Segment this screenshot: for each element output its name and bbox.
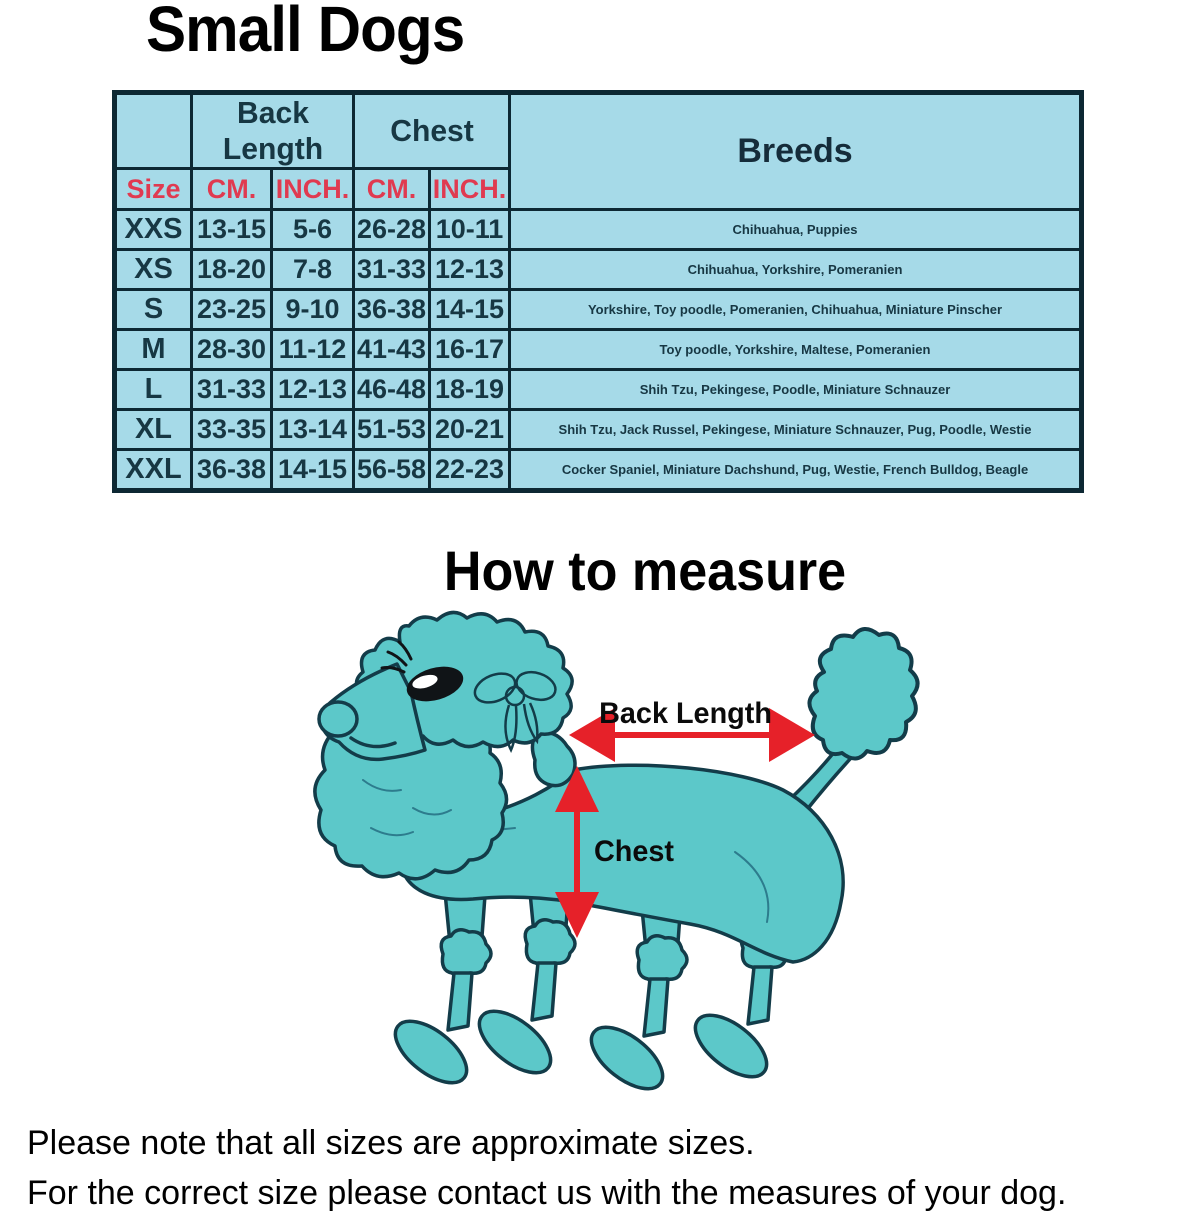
chest-label: Chest xyxy=(594,835,675,868)
size-cell: L xyxy=(115,370,192,410)
back-inch-cell: 7-8 xyxy=(272,250,354,290)
back-cm-cell: 28-30 xyxy=(192,330,272,370)
size-header: Size xyxy=(115,169,192,210)
table-row xyxy=(115,250,1082,290)
breeds-cell: Yorkshire, Toy poodle, Pomeranien, Chihuahua, Miniature Pinscher xyxy=(510,290,1082,330)
chest-cm-cell: 56-58 xyxy=(354,450,430,491)
chest-inch-header: INCH. xyxy=(430,169,510,210)
table-row xyxy=(115,370,1082,410)
back-length-label: Back Length xyxy=(599,697,772,730)
back-cm-cell: 31-33 xyxy=(192,370,272,410)
size-cell: XL xyxy=(115,410,192,450)
size-cell: M xyxy=(115,330,192,370)
breeds-header: Breeds xyxy=(510,93,1082,210)
chest-cm-cell: 46-48 xyxy=(354,370,430,410)
back-cm-header: CM. xyxy=(192,169,272,210)
size-cell: XXS xyxy=(115,210,192,250)
table-row xyxy=(115,450,1082,491)
chest-cm-header: CM. xyxy=(354,169,430,210)
back-inch-cell: 11-12 xyxy=(272,330,354,370)
front-near-leg xyxy=(385,868,491,1094)
page-title: Small Dogs xyxy=(146,0,465,65)
table-row xyxy=(115,410,1082,450)
size-table-body xyxy=(115,210,1082,491)
breeds-cell: Toy poodle, Yorkshire, Maltese, Pomeranien xyxy=(510,330,1082,370)
table-group-header-row xyxy=(115,93,1082,169)
tail-pom xyxy=(809,629,917,759)
breeds-cell: Chihuahua, Yorkshire, Pomeranien xyxy=(510,250,1082,290)
back-cm-cell: 33-35 xyxy=(192,410,272,450)
footer-note xyxy=(27,1118,1066,1218)
size-table-head xyxy=(115,93,1082,210)
breeds-cell: Shih Tzu, Pekingese, Poodle, Miniature Schnauzer xyxy=(510,370,1082,410)
chest-cm-cell: 36-38 xyxy=(354,290,430,330)
chest-cm-cell: 41-43 xyxy=(354,330,430,370)
back-inch-cell: 14-15 xyxy=(272,450,354,491)
nose xyxy=(319,702,357,736)
chest-inch-cell: 12-13 xyxy=(430,250,510,290)
breeds-cell: Chihuahua, Puppies xyxy=(510,210,1082,250)
back-inch-cell: 12-13 xyxy=(272,370,354,410)
chest-inch-cell: 18-19 xyxy=(430,370,510,410)
size-cell: XXL xyxy=(115,450,192,491)
chest-inch-cell: 10-11 xyxy=(430,210,510,250)
back-cm-cell: 23-25 xyxy=(192,290,272,330)
back-cm-cell: 36-38 xyxy=(192,450,272,491)
chest-header: Chest xyxy=(356,93,507,169)
back-inch-cell: 13-14 xyxy=(272,410,354,450)
back-cm-cell: 18-20 xyxy=(192,250,272,290)
table-row xyxy=(115,290,1082,330)
footer-line-1: Please note that all sizes are approximate sizes. xyxy=(27,1124,755,1162)
chest-cm-cell: 31-33 xyxy=(354,250,430,290)
size-header-spacer xyxy=(116,93,191,169)
breeds-cell: Shih Tzu, Jack Russel, Pekingese, Miniature Schnauzer, Pug, Poodle, Westie xyxy=(510,410,1082,450)
chest-inch-cell: 14-15 xyxy=(430,290,510,330)
back-cm-cell: 13-15 xyxy=(192,210,272,250)
back-inch-cell: 5-6 xyxy=(272,210,354,250)
chest-inch-cell: 16-17 xyxy=(430,330,510,370)
size-cell: XS xyxy=(115,250,192,290)
chest-cm-cell: 26-28 xyxy=(354,210,430,250)
breeds-cell: Cocker Spaniel, Miniature Dachshund, Pug, Westie, French Bulldog, Beagle xyxy=(510,450,1082,491)
table-row xyxy=(115,210,1082,250)
table-row xyxy=(115,330,1082,370)
chest-inch-cell: 22-23 xyxy=(430,450,510,491)
back-length-header: Back Length xyxy=(194,93,351,169)
size-cell: S xyxy=(115,290,192,330)
chest-cm-cell: 51-53 xyxy=(354,410,430,450)
chest-inch-cell: 20-21 xyxy=(430,410,510,450)
size-table xyxy=(112,90,1084,493)
back-inch-cell: 9-10 xyxy=(272,290,354,330)
footer-line-2: For the correct size please contact us with the measures of your dog. xyxy=(27,1174,1067,1212)
back-inch-header: INCH. xyxy=(272,169,354,210)
neck-fluff xyxy=(532,732,575,786)
measure-heading: How to measure xyxy=(443,539,847,602)
